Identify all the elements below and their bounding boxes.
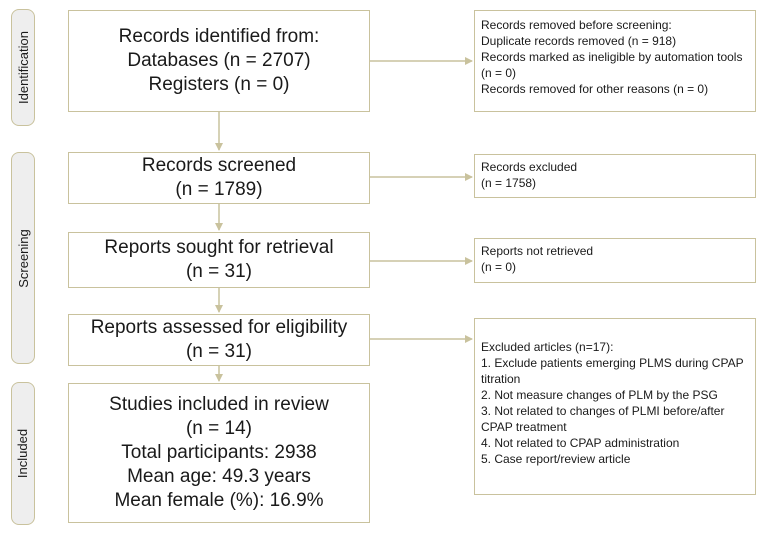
excluded-reason-item: 2. Not measure changes of PLM by the PSG [481, 388, 718, 402]
records-excluded-title: Records excluded [481, 160, 578, 174]
records-identified-databases: Databases (n = 2707) [127, 50, 311, 71]
phase-included [11, 382, 35, 525]
studies-included-age: Mean age: 49.3 years [127, 466, 311, 487]
phase-screening-label: Screening [15, 228, 31, 288]
excluded-articles-box [474, 318, 756, 495]
reports-assessed-title: Reports assessed for eligibility [90, 317, 348, 338]
phase-screening [11, 152, 35, 364]
records-identified-registers: Registers (n = 0) [148, 74, 290, 95]
records-removed-title: Records removed before screening: [481, 18, 672, 32]
records-removed-duplicates: Duplicate records removed (n = 918) [481, 34, 677, 48]
phase-identification-label: Identification [15, 31, 31, 104]
studies-included-count: (n = 14) [185, 418, 252, 439]
records-removed-automation: Records marked as ineligible by automation tools (n = 0) [481, 50, 743, 80]
phase-included-label: Included [15, 428, 31, 479]
reports-sought-count: (n = 31) [185, 261, 252, 282]
records-screened-count: (n = 1789) [175, 179, 263, 200]
studies-included-participants: Total participants: 2938 [121, 442, 317, 463]
studies-included-box [68, 383, 370, 523]
reports-not-retrieved-box [474, 238, 756, 283]
reports-not-retrieved-count: (n = 0) [481, 260, 517, 274]
records-identified-title: Records identified from: [118, 26, 320, 47]
reports-sought-title: Reports sought for retrieval [104, 237, 334, 258]
records-excluded-count: (n = 1758) [481, 176, 537, 190]
phase-identification [11, 9, 35, 126]
excluded-reason-item: 4. Not related to CPAP administration [481, 436, 680, 450]
records-screened-title: Records screened [141, 155, 297, 176]
excluded-reason-item: 1. Exclude patients emerging PLMS during CPAP titration [481, 356, 744, 386]
records-identified-box [68, 10, 370, 112]
studies-included-female: Mean female (%): 16.9% [114, 490, 324, 511]
reports-not-retrieved-title: Reports not retrieved [481, 244, 594, 258]
reports-sought-box [68, 232, 370, 288]
excluded-articles-title: Excluded articles (n=17): [481, 340, 614, 354]
excluded-reason-item: 3. Not related to changes of PLMI before/after CPAP treatment [481, 404, 725, 434]
reports-assessed-box [68, 314, 370, 366]
studies-included-title: Studies included in review [109, 394, 329, 415]
records-removed-other: Records removed for other reasons (n = 0) [481, 82, 709, 96]
reports-assessed-count: (n = 31) [185, 341, 252, 362]
records-removed-box [474, 10, 756, 112]
records-screened-box [68, 152, 370, 204]
excluded-reason-item: 5. Case report/review article [481, 452, 631, 466]
records-excluded-box [474, 154, 756, 198]
